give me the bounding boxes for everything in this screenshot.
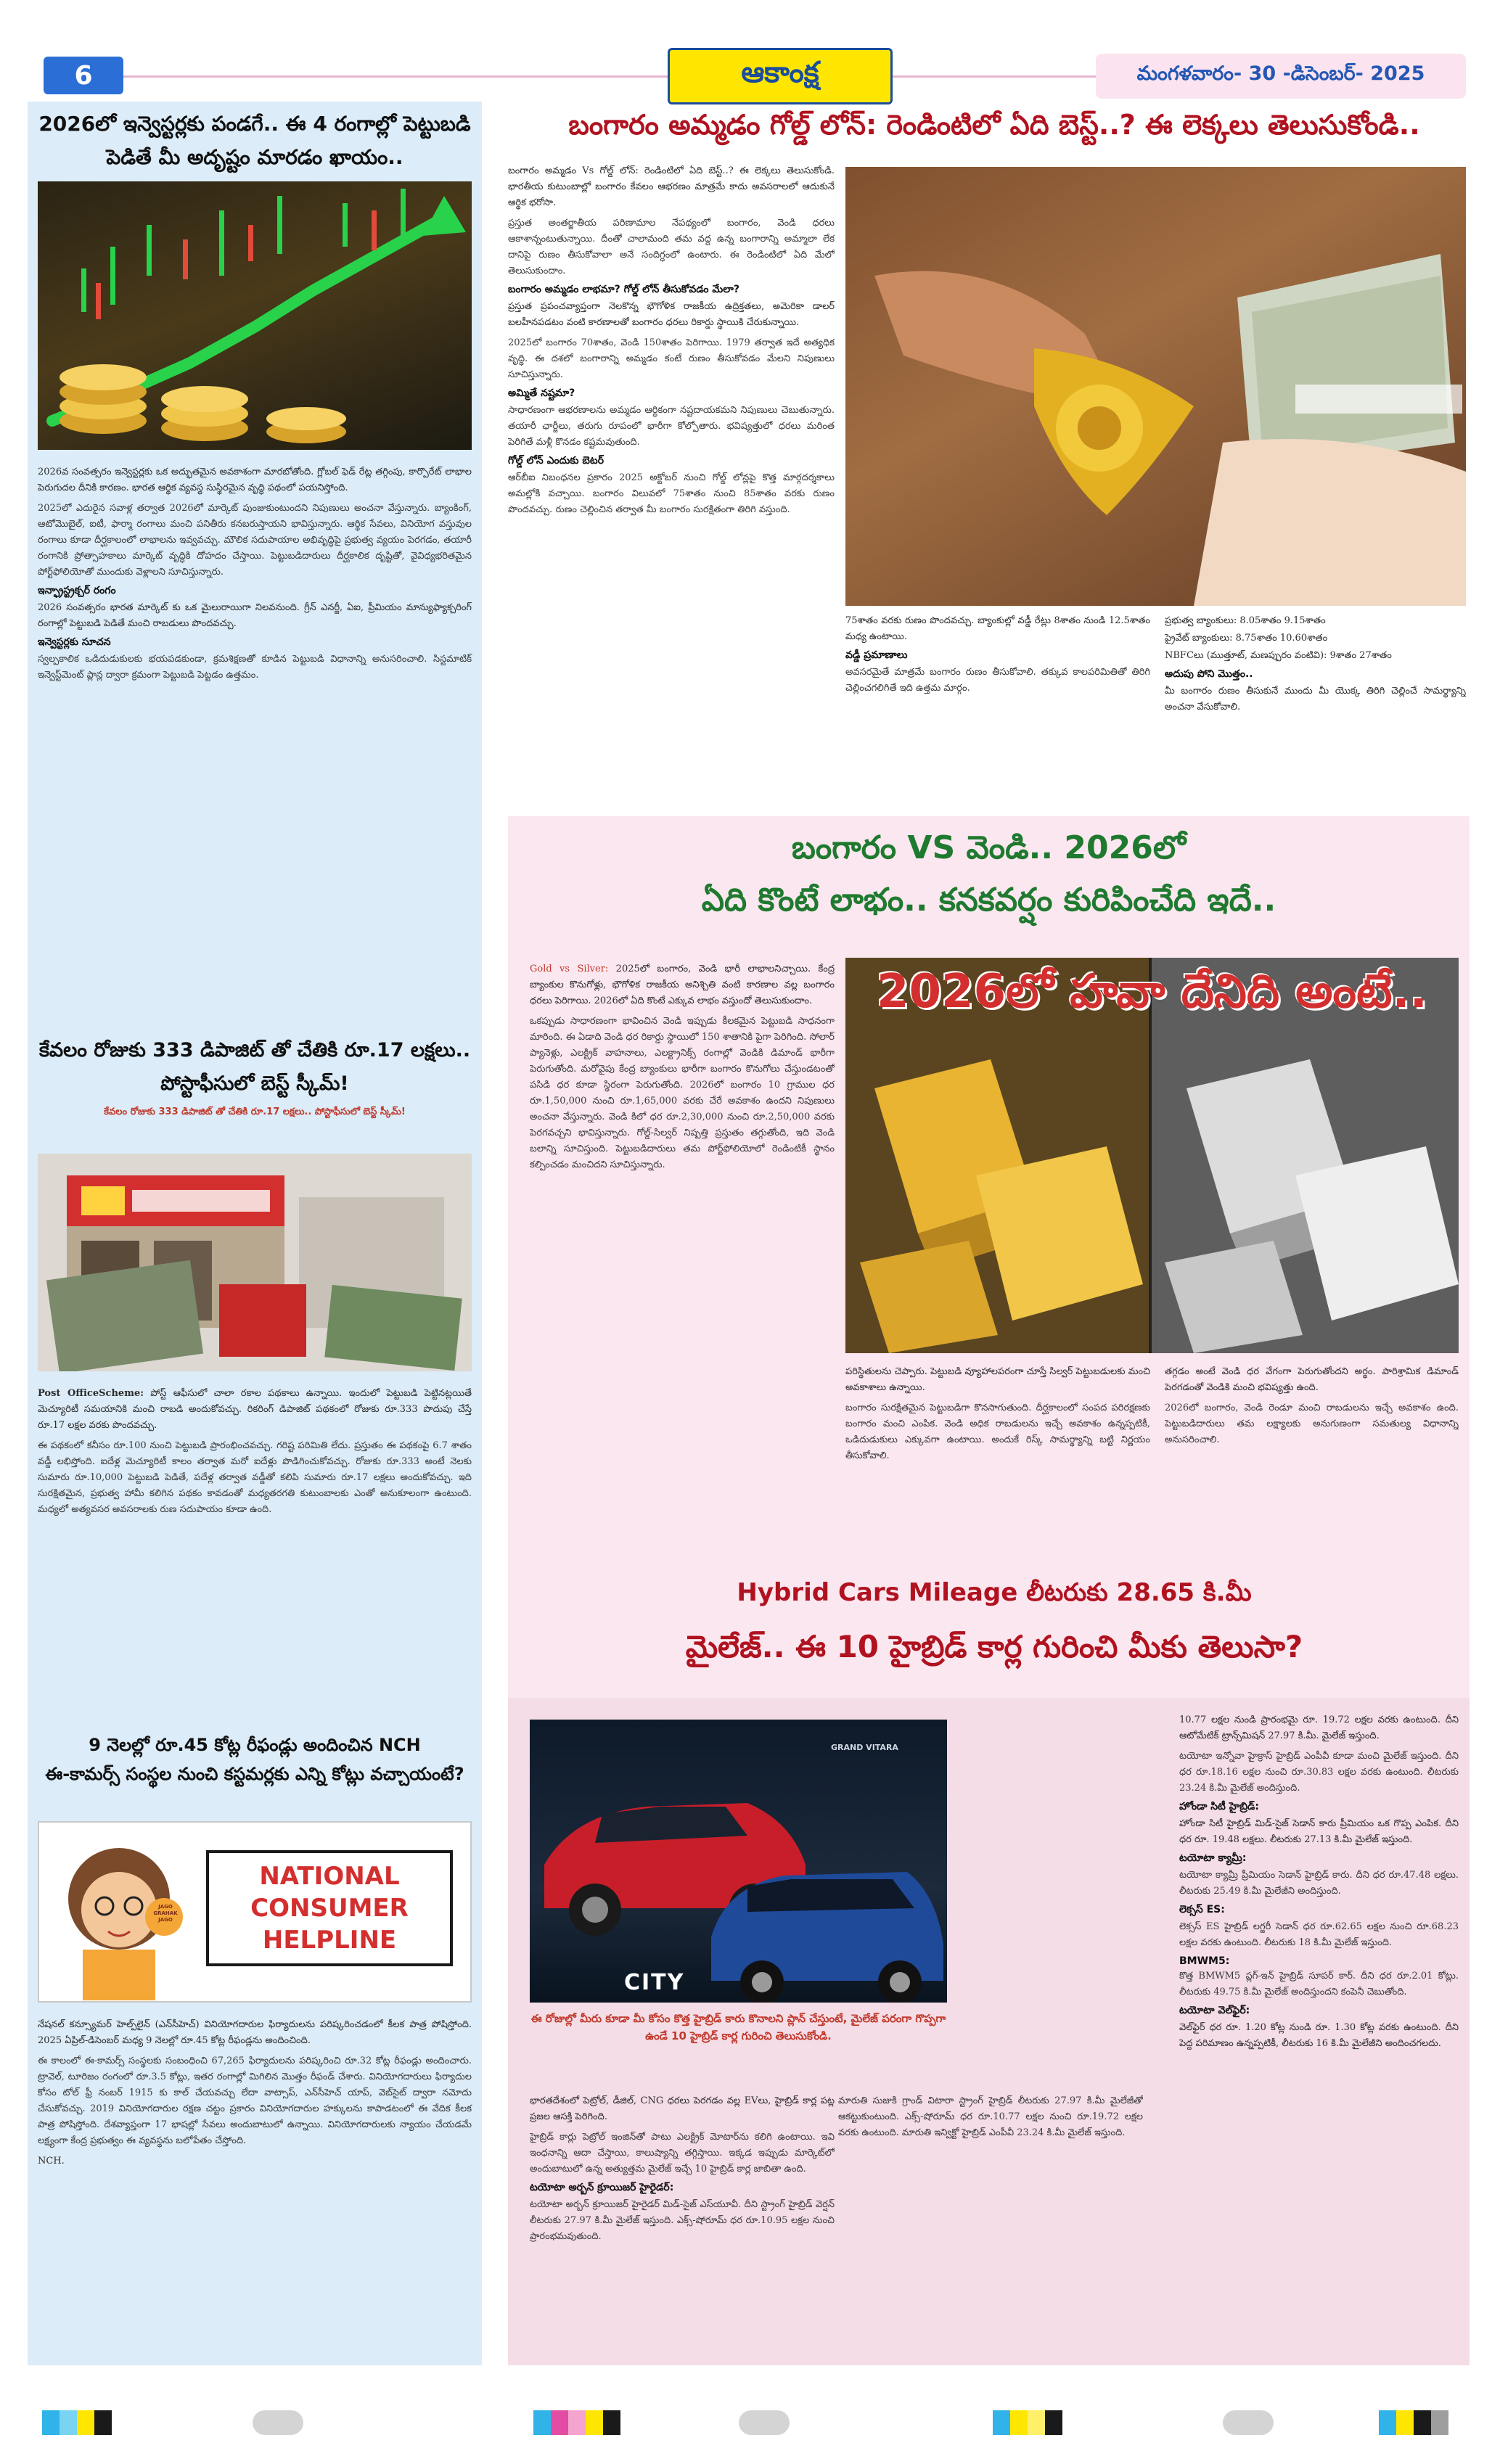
gold-loan-body-right: ప్రభుత్వ బ్యాంకులు: 8.05శాతం 9.15శాతం ప్రైవేట్ బ్యాంకులు: 8.75శాతం 10.60శాతం NBFCలు (ముత్తూట్, మణప్పురం వంటివి): 9శాతం 27శాతం అదుపు పోని మొత్తం.. మీ బంగారం రుణం తీసుకునే ముందు మీ యొక్క తిరిగి చెల్లించే సామర్థ్యాన్ని అంచనా వేసుకోవాలి. xyxy=(1165,613,1466,802)
filler-paragraph: సాధారణంగా ఆభరణాలను అమ్మడం ఆర్థికంగా నష్టదాయకమని నిపుణులు చెబుతున్నారు. తయారీ ఛార్జీలు, తరుగు రూపంలో భారీగా కోల్పోతారు. భవిష్యత్తులో ధరలు మరింత పెరిగితే మళ్లీ కొనడం కష్టమవుతుంది. xyxy=(508,405,835,448)
hybrid-cars-panel xyxy=(508,1698,1470,2365)
rate-nbfc: NBFCలు (ముత్తూట్, మణప్పురం వంటివి): 9శాతం 27శాతం xyxy=(1165,650,1392,661)
gold-silver-image-caption: 2026లో హవా దేనిది అంటే.. xyxy=(876,965,1427,1019)
filler-paragraph: ఈ కాలంలో ఈ-కామర్స్ సంస్థలకు సంబంధించి 67,265 ఫిర్యాదులను పరిష్కరించి రూ.32 కోట్ల రీఫండ్లు అందించారు. ట్రావెల్, టూరిజం రంగంలో రూ.3.5 కోట్లు, ఇతర రంగాల్లో మిగిలిన మొత్తం రీఫండ్ చేశారు. వినియోగదారులు ఫిర్యాదుల కోసం టోల్ ఫ్రీ నంబర్ 1915 కు కాల్ చేయవచ్చు లేదా వాట్సాప్, ఎన్‌సీహెచ్ యాప్, వెబ్‌సైట్ ద్వారా నమోదు చేసుకోవచ్చు. 2019 వినియోగదారుల రక్షణ చట్టం ప్రకారం వినియోగదారుల హక్కులను కాపాడటంలో ఈ వేదిక కీలక పాత్ర పోషిస్తోంది. దేశవ్యాప్తంగా 17 భాషల్లో సేవలు అందుబాటులో ఉన్నాయి. వినియోగదారులకు న్యాయం చేయడమే లక్ష్యంగా కేంద్ర ప్రభుత్వం ఈ వ్యవస్థను బలోపేతం చేస్తోంది. xyxy=(38,2056,472,2146)
filler-paragraph: ఆర్‌బీఐ నిబంధనల ప్రకారం 2025 అక్టోబర్ నుంచి గోల్డ్ లోన్లపై కొత్త మార్గదర్శకాలు అమల్లోకి వచ్చాయి. బంగారం విలువలో 75శాతం నుంచి 85శాతం వరకు రుణం పొందవచ్చు. రుణం చెల్లించిన తర్వాత మీ బంగారం సురక్షితంగా తిరిగి వస్తుంది. xyxy=(508,472,835,515)
invest-article-body: 2026వ సంవత్సరం ఇన్వెస్టర్లకు ఒక అద్భుతమైన అవకాశంగా మారబోతోంది. గ్లోబల్ ఫెడ్ రేట్ల తగ్గింపు, కార్పొరేట్ లాభాల పెరుగుదల దీనికి కారణం. భారత ఆర్థిక వ్యవస్థ సుస్థిరమైన వృద్ధి పథంలో పయనిస్తోంది. 2025లో ఎదురైన సవాళ్ల తర్వాత 2026లో మార్కెట్ పుంజుకుంటుందని నిపుణులు అంచనా వేస్తున్నారు. బ్యాంకింగ్, ఆటోమొబైల్, ఐటీ, ఫార్మా రంగాలు మంచి పనితీరు కనబరుస్తాయని భావిస్తున్నారు. ఆర్థిక సేవలు, వినియోగ వస్తువుల రంగాలు కూడా దీర్ఘకాలంలో లాభాలను ఇవ్వవచ్చు. మౌలిక సదుపాయాల అభివృద్ధిపై ప్రభుత్వ వ్యయం పెరగడం, తయారీ రంగానికి ప్రోత్సాహకాలు మార్కెట్ వృద్ధికి దోహదం చేస్తాయి. పెట్టుబడిదారులు దీర్ఘకాలిక దృష్టితో, వైవిధ్యభరితమైన పోర్ట్‌ఫోలియోతో ముందుకు వెళ్లాలని సూచిస్తున్నారు. ఇన్ఫ్రాస్ట్రక్చర్ రంగం 2026 సంవత్సరం భారత మార్కెట్ కు ఒక మైలురాయిగా నిలవనుంది. గ్రీన్ ఎనర్జీ, ఏఐ, ప్రీమియం మాన్యుఫ్యాక్చరింగ్ రంగాల్లో పెట్టుబడి పెడితే మంచి రాబడులు పొందవచ్చు. ఇన్వెస్టర్లకు సూచన స్వల్పకాలిక ఒడిదుడుకులకు భయపడకుండా, క్రమశిక్షణతో కూడిన పెట్టుబడి విధానాన్ని అనుసరించాలి. సిస్టమాటిక్ ఇన్వెస్ట్‌మెంట్ ప్లాన్ల ద్వారా క్రమంగా పెట్టుబడి పెట్టడం ఉత్తమం. xyxy=(38,464,472,688)
grand-vitara-badge: GRAND VITARA xyxy=(831,1743,898,1752)
hybrid-cars-headline-2: మైలేజ్.. ఈ 10 హైబ్రిడ్ కార్ల గురించి మీకు తెలుసా? xyxy=(685,1629,1303,1664)
car-icon xyxy=(530,1720,947,2003)
filler-paragraph: స్వల్పకాలిక ఒడిదుడుకులకు భయపడకుండా, క్రమశిక్షణతో కూడిన పెట్టుబడి విధానాన్ని అనుసరించాలి. సిస్టమాటిక్ ఇన్వెస్ట్‌మెంట్ ప్లాన్ల ద్వారా క్రమంగా పెట్టుబడి పెట్టడం ఉత్తమం. xyxy=(38,654,472,681)
color-bar-center xyxy=(533,2410,620,2435)
gold-silver-headline-2: ఏది కొంటే లాభం.. కనకవర్షం కురిపించేది ఇదే.. xyxy=(701,882,1276,919)
filler-paragraph: ప్రస్తుత అంతర్జాతీయ పరిణామాల నేపథ్యంలో బంగారం, వెండి ధరలు ఆకాశాన్నంటుతున్నాయి. దీంతో చాలామంది తమ వద్ద ఉన్న బంగారాన్ని అమ్మాలా లేక దానిపై రుణం తీసుకోవాలా అనే సందిగ్ధంలో ఉంటారు. ఈ రెండింటిలో ఏది మేలో తెలుసుకుందాం. xyxy=(508,218,835,276)
hybrid-cars-body-right: 10.77 లక్షల నుండి ప్రారంభమై రూ. 19.72 లక్షల వరకు ఉంటుంది. దీని ఆటోమేటిక్ ట్రాన్స్‌మిషన్ 27.97 కి.మీ. మైలేజ్ ఇస్తుంది. టయోటా ఇన్నోవా హైక్రాస్ హైబ్రిడ్ ఎంపీవీ కూడా మంచి మైలేజ్ ఇస్తుంది. దీని ధర రూ.18.16 లక్షల నుంచి రూ.30.83 లక్షల వరకు ఉంటుంది. లీటరుకు 23.24 కి.మీ మైలేజ్ అందిస్తుంది. హోండా సిటీ హైబ్రిడ్: హోండా సిటీ హైబ్రిడ్ మిడ్-సైజ్ సెడాన్ కారు ప్రీమియం ఒక గొప్ప ఎంపిక. దీని ధర రూ. 19.48 లక్షలు. లీటరుకు 27.13 కి.మీ మైలేజ్ ఇస్తుంది. టయోటా క్యామ్రీ: టయోటా క్యామ్రీ ప్రీమియం సెడాన్ హైబ్రిడ్ కారు. దీని ధర రూ.47.48 లక్షలు. లీటరుకు 25.49 కి.మీ మైలేజీని అందిస్తుంది. లెక్సస్ ES: లెక్సస్ ES హైబ్రిడ్ లగ్జరీ సెడాన్ ధర రూ.62.65 లక్షల నుంచి రూ.68.23 లక్షల వరకు ఉంటుంది. లీటరుకు 18 కి.మీ మైలేజ్ ఇస్తుంది. BMWM5: కొత్త BMWM5 ప్లగ్-ఇన్ హైబ్రిడ్ సూపర్ కార్. దీని ధర రూ.2.01 కోట్లు. లీటరుకు 49.75 కి.మీ మైలేజ్ అందిస్తుందని కంపెనీ చెబుతోంది. టయోటా వెల్‌ఫైర్: వెల్‌ఫైర్ ధర రూ. 1.20 కోట్ల నుండి రూ. 1.30 కోట్ల వరకు ఉంటుంది. దీని పెద్ద పరిమాణం ఉన్నప్పటికీ, లీటరుకు 16 కి.మీ మైలేజీని అందించగలదు. xyxy=(1179,1714,1459,2049)
hybrid-cars-caption: ఈ రోజుల్లో మీరు కూడా మీ కోసం కొత్త హైబ్రిడ్ కారు కొనాలని ప్లాన్ చేస్తుంటే, మైలేజ్ పరంగా గొప్పగా ఉండే 10 హైబ్రిడ్ కార్ల గురించి తెలుసుకోండి. xyxy=(530,2012,946,2042)
filler-paragraph: 2025లో ఎదురైన సవాళ్ల తర్వాత 2026లో మార్కెట్ పుంజుకుంటుందని నిపుణులు అంచనా వేస్తున్నారు. బ్యాంకింగ్, ఆటోమొబైల్, ఐటీ, ఫార్మా రంగాలు మంచి పనితీరు కనబరుస్తాయని భావిస్తున్నారు. ఆర్థిక సేవలు, వినియోగ వస్తువుల రంగాలు కూడా దీర్ఘకాలంలో లాభాలను ఇవ్వవచ్చు. మౌలిక సదుపాయాల అభివృద్ధిపై ప్రభుత్వ వ్యయం పెరగడం, తయారీ రంగానికి ప్రోత్సాహకాలు మార్కెట్ వృద్ధికి దోహదం చేస్తాయి. పెట్టుబడిదారులు దీర్ఘకాలిక దృష్టితో, వైవిధ్యభరితమైన పోర్ట్‌ఫోలియోతో ముందుకు వెళ్లాలని సూచిస్తున్నారు. xyxy=(38,503,472,578)
registration-pill-3 xyxy=(1223,2410,1274,2435)
filler-paragraph: ఒకప్పుడు సాధారణంగా భావించిన వెండి ఇప్పుడు కీలకమైన పెట్టుబడి సాధనంగా మారింది. ఈ ఏడాది వెండి ధర రికార్డు స్థాయిలో 150 శాతానికి పైగా పెరిగింది. సోలార్ ప్యానెళ్లు, ఎలక్ట్రిక్ వాహనాలు, ఎలక్ట్రానిక్స్ రంగాల్లో వెండికి డిమాండ్ భారీగా పెరుగుతోంది. మరోవైపు కేంద్ర బ్యాంకులు భారీగా బంగారం కొనుగోలు చేస్తుండటంతో పసిడి ధర కూడా స్థిరంగా పెరుగుతోంది. 2026లో బంగారం 10 గ్రాముల ధర రూ.1,50,000 నుంచి రూ.1,65,000 వరకు చేరే అవకాశం ఉందని నిపుణులు అంచనా వేస్తున్నారు. వెండి కిలో ధర రూ.2,30,000 నుంచి రూ.2,50,000 వరకు పెరగవచ్చని భావిస్తున్నారు. గోల్డ్-సిల్వర్ నిష్పత్తి ప్రస్తుతం తగ్గుతోంది, ఇది వెండి బలాన్ని సూచిస్తుంది. పెట్టుబడిదారులు తమ పోర్ట్‌ఫోలియోలో రెండింటికీ స్థానం కల్పించడం మంచిదని సూచిస్తున్నారు. xyxy=(530,1016,835,1170)
gold-silver-body-left: Gold vs Silver: 2025లో బంగారం, వెండి భారీ లాభాలనిచ్చాయి. కేంద్ర బ్యాంకుల కొనుగోళ్లు, భౌగోళిక రాజకీయ అనిశ్చితి వంటి కారణాల వల్ల బంగారం ధరలు పెరిగాయి. 2026లో ఏది కొంటే ఎక్కువ లాభం వస్తుందో తెలుసుకుందాం. ఒకప్పుడు సాధారణంగా భావించిన వెండి ఇప్పుడు కీలకమైన పెట్టుబడి సాధనంగా మారింది. ఈ ఏడాది వెండి ధర రికార్డు స్థాయిలో 150 శాతానికి పైగా పెరిగింది. సోలార్ ప్యానెళ్లు, ఎలక్ట్రిక్ వాహనాలు, ఎలక్ట్రానిక్స్ రంగాల్లో వెండికి డిమాండ్ భారీగా పెరుగుతోంది. మరోవైపు కేంద్ర బ్యాంకులు భారీగా బంగారం కొనుగోలు చేస్తుండటంతో పసిడి ధర కూడా స్థిరంగా పెరుగుతోంది. 2026లో బంగారం 10 గ్రాముల ధర రూ.1,50,000 నుంచి రూ.1,65,000 వరకు చేరే అవకాశం ఉందని నిపుణులు అంచనా వేస్తున్నారు. వెండి కిలో ధర రూ.2,30,000 నుంచి రూ.2,50,000 వరకు పెరగవచ్చని భావిస్తున్నారు. గోల్డ్-సిల్వర్ నిష్పత్తి ప్రస్తుతం తగ్గుతోంది, ఇది వెండి బలాన్ని సూచిస్తుంది. పెట్టుబడిదారులు తమ పోర్ట్‌ఫోలియోలో రెండింటికీ స్థానం కల్పించడం మంచిదని సూచిస్తున్నారు. xyxy=(530,961,835,1701)
gold-silver-bars-photo xyxy=(845,958,1459,1353)
hybrid-cars-headline-1: Hybrid Cars Mileage లీటరుకు 28.65 కి.మీ xyxy=(737,1578,1252,1607)
filler-paragraph: టయోటా అర్బన్ క్రూయిజర్ హైరైడర్ మిడ్-సైజ్ ఎస్‌యూవీ. దీని స్ట్రాంగ్ హైబ్రిడ్ వెర్షన్ లీటరుకు 27.97 కి.మీ మైలేజ్ ఇస్తుంది. ఎక్స్‌-షోరూమ్ ధర రూ.10.95 లక్షల నుంచి ప్రారంభమవుతుంది. xyxy=(530,2199,835,2242)
gold-loan-body-left: బంగారం అమ్మడం Vs గోల్డ్ లోన్: రెండింటిలో ఏది బెస్ట్..? ఈ లెక్కలు తెలుసుకోండి. భారతీయ కుటుంబాల్లో బంగారం కేవలం ఆభరణం మాత్రమే కాదు అవసరాలలో ఆదుకునే ఆర్థిక భరోసా. ప్రస్తుత అంతర్జాతీయ పరిణామాల నేపథ్యంలో బంగారం, వెండి ధరలు ఆకాశాన్నంటుతున్నాయి. దీంతో చాలామంది తమ వద్ద ఉన్న బంగారాన్ని అమ్మాలా లేక దానిపై రుణం తీసుకోవాలా అనే సందిగ్ధంలో ఉంటారు. ఈ రెండింటిలో ఏది మేలో తెలుసుకుందాం. బంగారం అమ్మడం లాభమా? గోల్డ్ లోన్ తీసుకోవడం మేలా? ప్రస్తుత ప్రపంచవ్యాప్తంగా నెలకొన్న భౌగోళిక రాజకీయ ఉద్రిక్తతలు, అమెరికా డాలర్ బలహీనపడటం వంటి కారణాలతో బంగారం ధరలు రికార్డు స్థాయికి చేరుకున్నాయి. 2025లో బంగారం 70శాతం, వెండి 150శాతం పెరిగాయి. 1979 తర్వాత ఇదే అత్యధిక వృద్ధి. ఈ దశలో బంగారాన్ని అమ్మడం కంటే రుణం తీసుకోవడం మేలని నిపుణులు సూచిస్తున్నారు. అమ్మితే నష్టమా? సాధారణంగా ఆభరణాలను అమ్మడం ఆర్థికంగా నష్టదాయకమని నిపుణులు చెబుతున్నారు. తయారీ ఛార్జీలు, తరుగు రూపంలో భారీగా కోల్పోతారు. భవిష్యత్తులో ధరలు మరింత పెరిగితే మళ్లీ కొనడం కష్టమవుతుంది. గోల్డ్ లోన్ ఎందుకు బెటర్ ఆర్‌బీఐ నిబంధనల ప్రకారం 2025 అక్టోబర్ నుంచి గోల్డ్ లోన్లపై కొత్త మార్గదర్శకాలు అమల్లోకి వచ్చాయి. బంగారం విలువలో 75శాతం నుంచి 85శాతం వరకు రుణం పొందవచ్చు. రుణం చెల్లించిన తర్వాత మీ బంగారం సురక్షితంగా తిరిగి వస్తుంది. xyxy=(508,163,835,802)
registration-pill-2 xyxy=(739,2410,790,2435)
hybrid-cars-body-middle xyxy=(838,2093,1143,2358)
filler-paragraph: మారుతి సుజుకి గ్రాండ్ విటారా స్ట్రాంగ్ హైబ్రిడ్ లీటరుకు 27.97 కి.మీ మైలేజీతో ఆకట్టుకుంటుంది. ఎక్స్‌-షోరూమ్ ధర రూ.10.77 లక్షల నుంచి రూ.19.72 లక్షల వరకు ఉంటుంది. మారుతి ఇన్విక్టో హైబ్రిడ్ ఎంపీవీ 23.24 కి.మీ మైలేజ్ ఇస్తుంది. xyxy=(838,2095,1143,2138)
color-bar-center-right xyxy=(993,2410,1062,2435)
filler-paragraph: 2026లో బంగారం, వెండి రెండూ మంచి రాబడులను ఇచ్చే అవకాశం ఉంది. పెట్టుబడిదారులు తమ లక్ష్యాలకు అనుగుణంగా సమతుల్య విధానాన్ని అనుసరించాలి. xyxy=(1165,1403,1459,1445)
post-office-article-body: Post OfficeScheme: పోస్ట్ ఆఫీసులో చాలా రకాల పథకాలు ఉన్నాయి. ఇందులో పెట్టుబడి పెట్టినట్లయితే మెచ్యూరిటీ సమయానికి మంచి రాబడి అందుకోవచ్చు. రికరింగ్ డిపాజిట్ పథకంలో రోజుకు రూ.333 పొదుపు చేస్తే రూ.17 లక్షల వరకు పొందవచ్చు. ఈ పథకంలో కనీసం రూ.100 నుంచి పెట్టుబడి ప్రారంభించవచ్చు. గరిష్ట పరిమితి లేదు. ప్రస్తుతం ఈ పథకంపై 6.7 శాతం వడ్డీ లభిస్తోంది. ఐదేళ్ల మెచ్యూరిటీ కాలం తర్వాత మరో ఐదేళ్లు పొడిగించుకోవచ్చు. రోజుకు రూ.333 అంటే నెలకు సుమారు రూ.10,000 పెట్టుబడి పెడితే, పదేళ్ల తర్వాత వడ్డీతో కలిపి సుమారు రూ.17 లక్షలు అందుకోవచ్చు. ఇది సురక్షితమైన, ప్రభుత్వ హామీ కలిగిన పథకం కావడంతో మధ్యతరగతి కుటుంబాలకు ఎంతో అనుకూలంగా ఉంటుంది. మధ్యలో అత్యవసర అవసరాలకు రుణ సదుపాయం కూడా ఉంది. xyxy=(38,1386,472,1522)
gold-loan-headline: బంగారం అమ్మడం గోల్డ్ లోన్: రెండింటిలో ఏది బెస్ట్..? ఈ లెక్కలు తెలుసుకోండి.. xyxy=(568,109,1420,141)
page-header xyxy=(44,44,1466,109)
filler-paragraph: టయోటా ఇన్నోవా హైక్రాస్ హైబ్రిడ్ ఎంపీవీ కూడా మంచి మైలేజ్ ఇస్తుంది. దీని ధర రూ.18.16 లక్షల నుంచి రూ.30.83 లక్షల వరకు ఉంటుంది. లీటరుకు 23.24 కి.మీ మైలేజ్ అందిస్తుంది. xyxy=(1179,1751,1459,1794)
color-bar-right xyxy=(1379,2410,1448,2435)
hybrid-cars-photo xyxy=(530,1720,947,2003)
rate-private-banks: ప్రైవేట్ బ్యాంకులు: 8.75శాతం 10.60శాతం xyxy=(1165,633,1328,644)
filler-paragraph: 2025లో బంగారం 70శాతం, వెండి 150శాతం పెరిగాయి. 1979 తర్వాత ఇదే అత్యధిక వృద్ధి. ఈ దశలో బంగారాన్ని అమ్మడం కంటే రుణం తీసుకోవడం మేలని నిపుణులు సూచిస్తున్నారు. xyxy=(508,337,835,380)
rate-public-banks: ప్రభుత్వ బ్యాంకులు: 8.05శాతం 9.15శాతం xyxy=(1165,615,1326,626)
masthead-logo: ఆకాంక్ష xyxy=(668,48,893,104)
registration-pill-1 xyxy=(253,2410,303,2435)
invest-headline: 2026లో ఇన్వెస్టర్లకు పండగే.. ఈ 4 రంగాల్లో పెట్టుబడి పెడితే మీ అదృష్టం మారడం ఖాయం.. xyxy=(38,112,471,169)
post-office-caption: కేవలం రోజుకు 333 డిపాజిట్ తో చేతికి రూ.17 లక్షలు.. పోస్టాఫీసులో బెస్ట్ స్కీమ్! xyxy=(104,1106,406,1117)
jago-grahak-badge: JAGO GRAHAK JAGO xyxy=(153,1904,178,1923)
gold-loan-body-middle: 75శాతం వరకు రుణం పొందవచ్చు. బ్యాంకుల్లో వడ్డీ రేట్లు 8శాతం నుండి 12.5శాతం మధ్య ఉంటాయి. వడ్డీ ప్రమాణాలు అవసరమైతే మాత్రమే బంగారం రుణం తీసుకోవాలి. తక్కువ కాలపరిమితితో తిరిగి చెల్లించగలిగితే ఇది ఉత్తమ మార్గం. xyxy=(845,613,1150,802)
filler-paragraph: అవసరమైతే మాత్రమే బంగారం రుణం తీసుకోవాలి. తక్కువ కాలపరిమితితో తిరిగి చెల్లించగలిగితే ఇది ఉత్తమ మార్గం. xyxy=(845,667,1150,694)
stock-market-photo xyxy=(38,181,472,450)
city-badge: CITY xyxy=(624,1970,685,1995)
gold-jewelry-photo xyxy=(845,167,1466,606)
filler-paragraph: లెక్సస్ ES హైబ్రిడ్ లగ్జరీ సెడాన్ ధర రూ.62.65 లక్షల నుంచి రూ.68.23 లక్షల వరకు ఉంటుంది. లీటరుకు 18 కి.మీ మైలేజ్ ఇస్తుంది. xyxy=(1179,1921,1459,1948)
rising-chart-arrow-icon xyxy=(38,181,472,450)
gold-silver-body-middle: పరిస్థితులను చెప్పారు. పెట్టుబడి వ్యూహాలపరంగా చూస్తే సిల్వర్ పెట్టుబడులకు మంచి అవకాశాలు ఉన్నాయి. బంగారం సురక్షితమైన పెట్టుబడిగా కొనసాగుతుంది. దీర్ఘకాలంలో సంపద పరిరక్షణకు బంగారం మంచి ఎంపిక. వెండి అధిక రాబడులను ఇచ్చే అవకాశం ఉన్నప్పటికీ, ఒడిదుడుకులు ఎక్కువగా ఉంటాయి. అందుకే రిస్క్ సామర్థ్యాన్ని బట్టి నిర్ణయం తీసుకోవాలి. xyxy=(845,1364,1150,1698)
nch-article-body: నేషనల్ కన్స్యూమర్ హెల్ప్‌లైన్ (ఎన్‌సీహెచ్) వినియోగదారుల ఫిర్యాదులను పరిష్కరించడంలో కీలక పాత్ర పోషిస్తోంది. 2025 ఏప్రిల్-డిసెంబర్ మధ్య 9 నెలల్లో రూ.45 కోట్ల రీఫండ్లను అందించింది. ఈ కాలంలో ఈ-కామర్స్ సంస్థలకు సంబంధించి 67,265 ఫిర్యాదులను పరిష్కరించి రూ.32 కోట్ల రీఫండ్లు అందించారు. ట్రావెల్, టూరిజం రంగంలో రూ.3.5 కోట్లు, ఇతర రంగాల్లో మిగిలిన మొత్తం రీఫండ్ చేశారు. వినియోగదారులు ఫిర్యాదుల కోసం టోల్ ఫ్రీ నంబర్ 1915 కు కాల్ చేయవచ్చు లేదా వాట్సాప్, ఎన్‌సీహెచ్ యాప్, వెబ్‌సైట్ ద్వారా నమోదు చేసుకోవచ్చు. 2019 వినియోగదారుల రక్షణ చట్టం ప్రకారం వినియోగదారుల హక్కులను కాపాడటంలో ఈ వేదిక కీలక పాత్ర పోషిస్తోంది. దేశవ్యాప్తంగా 17 భాషల్లో సేవలు అందుబాటులో ఉన్నాయి. వినియోగదారులకు న్యాయం చేయడమే లక్ష్యంగా కేంద్ర ప్రభుత్వం ఈ వ్యవస్థను బలోపేతం చేస్తోంది. NCH. xyxy=(38,2019,472,2167)
hybrid-cars-body-left: భారతదేశంలో పెట్రోల్, డీజిల్, CNG ధరలు పెరగడం వల్ల EVలు, హైబ్రిడ్ కార్ల పట్ల ప్రజల ఆసక్తి పెరిగింది. హైబ్రిడ్ కార్లు పెట్రోల్ ఇంజిన్‌తో పాటు ఎలక్ట్రిక్ మోటార్‌ను కలిగి ఉంటాయి. ఇవి ఇంధనాన్ని ఆదా చేస్తాయి, కాలుష్యాన్ని తగ్గిస్తాయి. ఇక్కడ ఇప్పుడు మార్కెట్‌లో అందుబాటులో ఉన్న అత్యుత్తమ మైలేజ్ ఇచ్చే 10 హైబ్రిడ్ కార్ల జాబితా ఉంది. టయోటా అర్బన్ క్రూయిజర్ హైరైడర్: టయోటా అర్బన్ క్రూయిజర్ హైరైడర్ మిడ్-సైజ్ ఎస్‌యూవీ. దీని స్ట్రాంగ్ హైబ్రిడ్ వెర్షన్ లీటరుకు 27.97 కి.మీ మైలేజ్ ఇస్తుంది. ఎక్స్‌-షోరూమ్ ధర రూ.10.95 లక్షల నుంచి ప్రారంభమవుతుంది. xyxy=(530,2093,835,2358)
nch-headline: 9 నెలల్లో రూ.45 కోట్ల రీఫండ్లు అందించిన NCH xyxy=(89,1735,421,1755)
filler-paragraph: బంగారం సురక్షితమైన పెట్టుబడిగా కొనసాగుతుంది. దీర్ఘకాలంలో సంపద పరిరక్షణకు బంగారం మంచి ఎంపిక. వెండి అధిక రాబడులను ఇచ్చే అవకాశం ఉన్నప్పటికీ, ఒడిదుడుకులు ఎక్కువగా ఉంటాయి. అందుకే రిస్క్ సామర్థ్యాన్ని బట్టి నిర్ణయం తీసుకోవాలి. xyxy=(845,1403,1150,1461)
color-bar-left xyxy=(42,2410,112,2435)
helpline-title: NATIONAL CONSUMER HELPLINE xyxy=(206,1850,453,1966)
nch-subheadline: ఈ-కామర్స్ సంస్థల నుంచి కస్టమర్లకు ఎన్ని కోట్లు వచ్చాయంటే? xyxy=(45,1764,464,1784)
left-column xyxy=(28,102,482,2365)
post-office-headline: కేవలం రోజుకు 333 డిపాజిట్ తో చేతికి రూ.17 లక్షలు.. పోస్టాఫీసులో బెస్ట్ స్కీమ్! xyxy=(38,1039,471,1095)
gold-silver-headline-1: బంగారం VS వెండి.. 2026లో xyxy=(791,829,1187,866)
filler-paragraph: టయోటా క్యామ్రీ ప్రీమియం సెడాన్ హైబ్రిడ్ కారు. దీని ధర రూ.47.48 లక్షలు. లీటరుకు 25.49 కి.మీ మైలేజీని అందిస్తుంది. xyxy=(1179,1870,1459,1897)
issue-date: మంగళవారం- 30 -డిసెంబర్- 2025 xyxy=(1096,54,1466,99)
gold-silver-body-right: తగ్గడం అంటే వెండి ధర వేగంగా పెరుగుతోందని అర్థం. పారిశ్రామిక డిమాండ్ పెరగడంతో వెండికి మంచి భవిష్యత్తు ఉంది. 2026లో బంగారం, వెండి రెండూ మంచి రాబడులను ఇచ్చే అవకాశం ఉంది. పెట్టుబడిదారులు తమ లక్ష్యాలకు అనుగుణంగా సమతుల్య విధానాన్ని అనుసరించాలి. xyxy=(1165,1364,1459,1698)
filler-paragraph: హైబ్రిడ్ కార్లు పెట్రోల్ ఇంజిన్‌తో పాటు ఎలక్ట్రిక్ మోటార్‌ను కలిగి ఉంటాయి. ఇవి ఇంధనాన్ని ఆదా చేస్తాయి, కాలుష్యాన్ని తగ్గిస్తాయి. ఇక్కడ ఇప్పుడు మార్కెట్‌లో అందుబాటులో ఉన్న అత్యుత్తమ మైలేజ్ ఇచ్చే 10 హైబ్రిడ్ కార్ల జాబితా ఉంది. xyxy=(530,2132,835,2175)
filler-paragraph: కొత్త BMWM5 ప్లగ్-ఇన్ హైబ్రిడ్ సూపర్ కార్. దీని ధర రూ.2.01 కోట్లు. లీటరుకు 49.75 కి.మీ మైలేజ్ అందిస్తుందని కంపెనీ చెబుతోంది. xyxy=(1179,1971,1459,1997)
page-number: 6 xyxy=(44,57,123,94)
consumer-helpline-graphic xyxy=(38,1821,472,2003)
post-office-photo xyxy=(38,1154,472,1371)
filler-paragraph: ఈ పథకంలో కనీసం రూ.100 నుంచి పెట్టుబడి ప్రారంభించవచ్చు. గరిష్ట పరిమితి లేదు. ప్రస్తుతం ఈ పథకంపై 6.7 శాతం వడ్డీ లభిస్తోంది. ఐదేళ్ల మెచ్యూరిటీ కాలం తర్వాత మరో ఐదేళ్లు పొడిగించుకోవచ్చు. రోజుకు రూ.333 అంటే నెలకు సుమారు రూ.10,000 పెట్టుబడి పెడితే, పదేళ్ల తర్వాత వడ్డీతో కలిపి సుమారు రూ.17 లక్షలు అందుకోవచ్చు. ఇది సురక్షితమైన, ప్రభుత్వ హామీ కలిగిన పథకం కావడంతో మధ్యతరగతి కుటుంబాలకు ఎంతో అనుకూలంగా ఉంటుంది. మధ్యలో అత్యవసర అవసరాలకు రుణ సదుపాయం కూడా ఉంది. xyxy=(38,1440,472,1515)
